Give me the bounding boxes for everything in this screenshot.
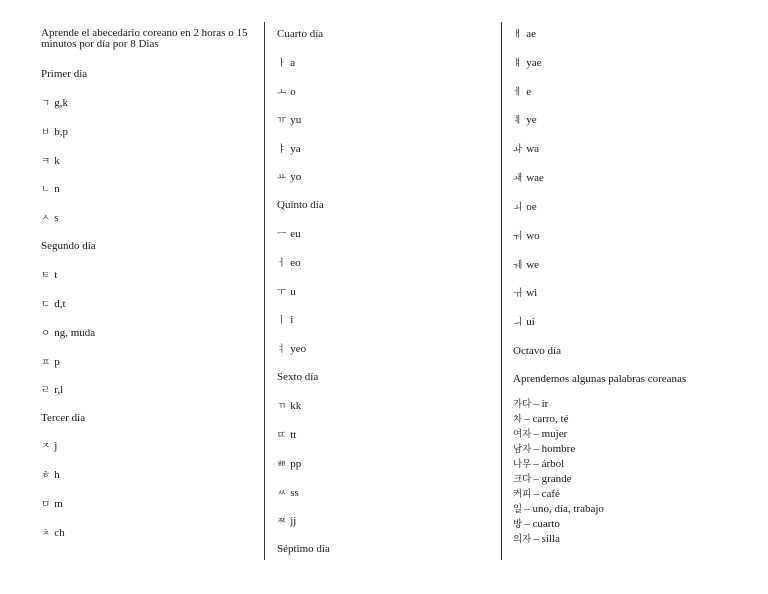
hangul-letter: ㅣ — [277, 315, 287, 326]
letter-entry — [41, 469, 60, 482]
word-entry — [513, 518, 560, 531]
hangul-letter: ㅝ — [513, 231, 523, 242]
word-entry — [513, 473, 572, 486]
letter-entry — [513, 114, 537, 127]
letter-entry — [513, 230, 540, 243]
romanization: we — [526, 259, 540, 271]
hangul-letter: ㅕ — [277, 344, 287, 355]
hangul-letter: ㅏ — [277, 58, 287, 69]
hangul-letter: ㅒ — [513, 58, 523, 69]
hangul-letter: ㅟ — [513, 288, 523, 299]
word-entry — [513, 443, 575, 456]
hangul-letter: ㅗ — [277, 87, 287, 98]
romanization: p — [54, 356, 60, 368]
word-entry — [513, 503, 604, 516]
hangul-letter: ㅡ — [277, 229, 287, 240]
korean-word: 의자 — [513, 534, 532, 545]
hangul-letter: ㅔ — [513, 87, 523, 98]
hangul-letter: ㅌ — [41, 270, 51, 281]
word-meaning: – mujer — [533, 428, 568, 440]
romanization: ui — [526, 316, 535, 328]
word-meaning: – ir — [533, 398, 549, 410]
letter-entry — [41, 298, 66, 311]
letter-entry — [513, 316, 535, 329]
word-entry — [513, 428, 567, 441]
letter-entry — [277, 515, 296, 528]
word-entry — [513, 488, 560, 501]
word-entry — [513, 413, 568, 426]
hangul-letter: ㅍ — [41, 357, 51, 368]
korean-word: 남자 — [513, 444, 532, 455]
romanization: ng, muda — [54, 327, 96, 339]
letter-entry — [41, 527, 65, 540]
romanization: ya — [290, 143, 301, 155]
word-meaning: – café — [533, 488, 560, 500]
section-heading: Segundo día — [41, 240, 96, 252]
letter-entry — [513, 57, 541, 70]
hangul-letter: ㅚ — [513, 202, 523, 213]
section-heading: Sexto día — [277, 371, 319, 383]
romanization: wo — [526, 230, 540, 242]
letter-entry — [41, 440, 57, 453]
letter-entry — [513, 28, 536, 41]
letter-entry — [277, 343, 306, 356]
section-heading: Séptimo día — [277, 543, 330, 555]
hangul-letter: ㅇ — [41, 328, 51, 339]
letter-entry — [513, 259, 539, 272]
word-meaning: – uno, día, trabajo — [524, 503, 604, 515]
romanization: k — [54, 155, 60, 167]
letter-entry — [277, 487, 299, 500]
hangul-letter: ㅜ — [277, 287, 287, 298]
romanization: o — [290, 86, 296, 98]
hangul-letter: ㅁ — [41, 499, 51, 510]
hangul-letter: ㅐ — [513, 29, 523, 40]
letter-entry — [41, 212, 58, 225]
letter-entry — [277, 171, 301, 184]
korean-word: 차 — [513, 414, 523, 425]
section-heading: Primer dia — [41, 68, 88, 80]
romanization: wa — [526, 143, 540, 155]
romanization: yeo — [290, 343, 307, 355]
hangul-letter: ㅠ — [277, 115, 287, 126]
romanization: ch — [54, 527, 65, 539]
letter-entry — [41, 155, 60, 168]
hangul-letter: ㄲ — [277, 401, 287, 412]
letter-entry — [41, 126, 68, 139]
letter-entry — [277, 286, 296, 299]
section-heading: Octavo día — [513, 345, 561, 357]
hangul-letter: ㅓ — [277, 258, 287, 269]
romanization: g,k — [54, 97, 68, 109]
romanization: kk — [290, 400, 302, 412]
word-meaning: – carro, té — [524, 413, 569, 425]
word-entry — [513, 458, 564, 471]
letter-entry — [41, 97, 68, 110]
letter-entry — [513, 201, 537, 214]
korean-word: 나무 — [513, 459, 532, 470]
romanization: a — [290, 57, 296, 69]
romanization: yu — [290, 114, 302, 126]
letter-entry — [513, 172, 544, 185]
korean-word: 크다 — [513, 474, 532, 485]
word-meaning: – hombre — [533, 443, 576, 455]
romanization: i — [290, 314, 294, 326]
letter-entry — [277, 257, 301, 270]
romanization: tt — [290, 429, 297, 441]
hangul-letter: ㅞ — [513, 260, 523, 271]
letter-entry — [277, 458, 301, 471]
letter-entry — [277, 429, 296, 442]
korean-word: 방 — [513, 519, 523, 530]
hangul-letter: ㅃ — [277, 459, 287, 470]
hangul-letter: ㅊ — [41, 528, 51, 539]
romanization: d,t — [54, 298, 66, 310]
romanization: r,l — [54, 384, 64, 396]
romanization: ss — [290, 487, 299, 499]
section-heading: Tercer día — [41, 412, 86, 424]
romanization: u — [290, 286, 296, 298]
word-meaning: – árbol — [533, 458, 565, 470]
word-meaning: – cuarto — [524, 518, 560, 530]
hangul-letter: ㅋ — [41, 156, 51, 167]
romanization: s — [54, 212, 59, 224]
letter-entry — [41, 269, 57, 282]
section-heading: Cuarto día — [277, 28, 324, 40]
letter-entry — [41, 327, 95, 340]
hangul-letter: ㅖ — [513, 115, 523, 126]
romanization: jj — [290, 515, 297, 527]
word-meaning: – grande — [533, 473, 572, 485]
romanization: eu — [290, 228, 301, 240]
letter-entry — [513, 143, 539, 156]
letter-entry — [41, 384, 63, 397]
document-title: Aprende el abecedario coreano en 2 horas o 15 minutos por día por 8 Dias — [41, 27, 248, 50]
romanization: ae — [526, 28, 536, 40]
romanization: b,p — [54, 126, 68, 138]
letter-entry — [277, 228, 301, 241]
letter-entry — [41, 183, 60, 196]
hangul-letter: ㅈ — [41, 441, 51, 452]
hangul-letter: ㄱ — [41, 98, 51, 109]
romanization: t — [54, 269, 58, 281]
romanization: wi — [526, 287, 538, 299]
romanization: oe — [526, 201, 537, 213]
letter-entry — [277, 57, 295, 70]
letter-entry — [41, 498, 63, 511]
hangul-letter: ㅙ — [513, 173, 523, 184]
hangul-letter: ㄴ — [41, 184, 51, 195]
korean-word: 일 — [513, 504, 523, 515]
hangul-letter: ㅆ — [277, 488, 287, 499]
romanization: pp — [290, 458, 302, 470]
word-meaning: – silla — [533, 533, 560, 545]
column-divider — [501, 22, 502, 560]
word-entry — [513, 398, 548, 411]
hangul-letter: ㅑ — [277, 144, 287, 155]
romanization: m — [54, 498, 63, 510]
hangul-letter: ㅂ — [41, 127, 51, 138]
romanization: wae — [526, 172, 544, 184]
letter-entry — [513, 86, 531, 99]
hangul-letter: ㅢ — [513, 317, 523, 328]
romanization: e — [526, 86, 532, 98]
section-heading: Aprendemos algunas palabras coreanas — [513, 373, 687, 385]
word-entry — [513, 533, 560, 546]
romanization: h — [54, 469, 60, 481]
romanization: yae — [526, 57, 542, 69]
romanization: yo — [290, 171, 302, 183]
section-heading: Quinto día — [277, 199, 324, 211]
hangul-letter: ㅘ — [513, 144, 523, 155]
hangul-letter: ㄹ — [41, 385, 51, 396]
romanization: ye — [526, 114, 537, 126]
hangul-letter: ㅎ — [41, 470, 51, 481]
hangul-letter: ㅉ — [277, 516, 287, 527]
korean-word: 여자 — [513, 429, 532, 440]
korean-word: 커피 — [513, 489, 532, 500]
letter-entry — [277, 86, 296, 99]
letter-entry — [513, 287, 537, 300]
romanization: n — [54, 183, 60, 195]
romanization: j — [54, 440, 58, 452]
letter-entry — [277, 400, 301, 413]
hangul-letter: ㄸ — [277, 430, 287, 441]
romanization: eo — [290, 257, 301, 269]
letter-entry — [277, 314, 293, 327]
letter-entry — [41, 356, 60, 369]
column-divider — [264, 22, 265, 560]
korean-word: 가다 — [513, 399, 532, 410]
hangul-letter: ㄷ — [41, 299, 51, 310]
hangul-letter: ㅛ — [277, 172, 287, 183]
letter-entry — [277, 143, 301, 156]
hangul-letter: ㅅ — [41, 213, 51, 224]
letter-entry — [277, 114, 301, 127]
